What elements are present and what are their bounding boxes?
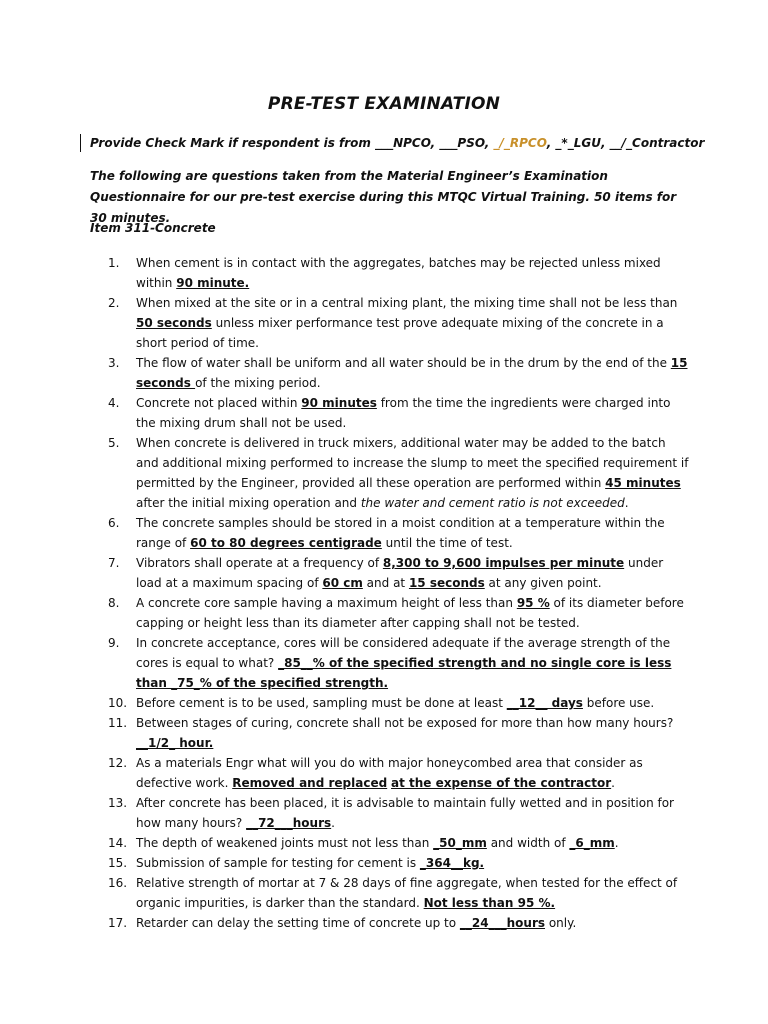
question-text: Between stages of curing, concrete shall not be exposed for more than how many hours? [136, 716, 674, 730]
question-number: 13. [108, 796, 128, 810]
intro-paragraph: The following are questions taken from the Material Engineer’s Examination Questionnaire for our pre-test exercise during this MTQC Virtual Training. 50 items for 30 minutes. [90, 169, 677, 225]
answer-text: __12__ days [506, 696, 583, 710]
question-number: 2. [108, 296, 120, 310]
answer-text: 60 to 80 degrees centigrade [190, 536, 382, 550]
question-item [108, 593, 690, 633]
respondent-check-line [90, 136, 730, 150]
rpco-mark: _/_RPCO [493, 136, 547, 150]
question-text: A concrete core sample having a maximum height of less than [136, 596, 517, 610]
question-item [108, 253, 690, 293]
page-title: PRE-TEST EXAMINATION [267, 94, 501, 114]
question-text: As a materials Engr what will you do with major honeycombed area that consider as defective work. [136, 756, 643, 790]
question-text: Retarder can delay the setting time of concrete up to [136, 916, 460, 930]
question-text: When cement is in contact with the aggregates, batches may be rejected unless mixed within [136, 256, 661, 290]
question-number: 11. [108, 716, 128, 730]
question-item [108, 753, 690, 793]
question-text: When mixed at the site or in a central mixing plant, the mixing time shall not be less than [136, 296, 678, 310]
question-text: The depth of weakened joints must not less than [136, 836, 434, 850]
section-heading: Item 311-Concrete [90, 221, 216, 235]
italic-text: the water and cement ratio is not exceeded [360, 496, 625, 510]
question-number: 5. [108, 436, 120, 450]
question-item [108, 553, 690, 593]
answer-text: __1/2_ hour. [136, 736, 214, 750]
question-number: 3. [108, 356, 120, 370]
question-item [108, 913, 690, 933]
question-text: When concrete is delivered in truck mixers, additional water may be added to the batch and additional mixing performed to increase the slump to meet the specified requirement if permitted by the Engineer, provided all these operation are performed within [136, 436, 689, 490]
question-text: Concrete not placed within [136, 396, 302, 410]
question-item [108, 793, 690, 833]
question-text: Vibrators shall operate at a frequency of [136, 556, 383, 570]
question-text: The flow of water shall be uniform and all water should be in the drum by the end of the [136, 356, 671, 370]
question-text: until the time of test. [381, 536, 513, 550]
question-number: 17. [108, 916, 128, 930]
question-item [108, 853, 690, 873]
answer-text: _85__% of the specified strength and no single core is less than _75_% of the specified strength. [136, 656, 672, 690]
question-number: 7. [108, 556, 120, 570]
question-text: after the initial mixing operation and [136, 496, 361, 510]
answer-text: 15 seconds [408, 576, 485, 590]
question-item [108, 633, 690, 693]
question-text: Submission of sample for testing for cement is [136, 856, 420, 870]
check-line-rest: , _*_LGU, __/_Contractor [546, 136, 705, 150]
question-text: . [331, 816, 335, 830]
question-number: 10. [108, 696, 128, 710]
answer-text: 8,300 to 9,600 impulses per minute [382, 556, 625, 570]
question-text: and at [362, 576, 409, 590]
answer-text: 90 minutes [301, 396, 377, 410]
question-item [108, 833, 690, 853]
question-number: 16. [108, 876, 128, 890]
answer-text: __24___hours [459, 916, 546, 930]
question-text: of the mixing period. [195, 376, 321, 390]
question-text: Relative strength of mortar at 7 & 28 days of fine aggregate, when tested for the effect of organic impurities, is darker than the standard. [136, 876, 678, 910]
question-text: and width of [486, 836, 570, 850]
question-number: 6. [108, 516, 120, 530]
question-text: Before cement is to be used, sampling must be done at least [136, 696, 507, 710]
question-item [108, 873, 690, 913]
question-item [108, 353, 690, 393]
answer-text: _6_mm [569, 836, 615, 850]
question-number: 4. [108, 396, 120, 410]
question-item [108, 713, 690, 753]
question-list [108, 253, 690, 933]
question-text: . [614, 836, 619, 850]
answer-text: _364__kg. [419, 856, 485, 870]
question-text: only. [545, 916, 577, 930]
question-text: . [624, 496, 629, 510]
answer-text: Not less than 95 %. [423, 896, 556, 910]
question-text: from the time the ingredients were charged into the mixing drum shall not be used. [136, 396, 671, 430]
answer-text: 90 minute. [176, 276, 250, 290]
question-text: before use. [582, 696, 655, 710]
question-item [108, 293, 690, 353]
answer-text: at the expense of the contractor [391, 776, 612, 790]
answer-text: 50 seconds [136, 316, 212, 330]
answer-text: 95 % [516, 596, 550, 610]
question-number: 1. [108, 256, 120, 270]
question-text: In concrete acceptance, cores will be considered adequate if the average strength of the cores is equal to what? [136, 636, 671, 670]
question-number: 14. [108, 836, 128, 850]
question-number: 8. [108, 596, 120, 610]
question-item [108, 393, 690, 433]
answer-text: _50_mm [433, 836, 487, 850]
answer-text: __72___hours [246, 816, 332, 830]
question-number: 15. [108, 856, 128, 870]
question-text: . [611, 776, 615, 790]
question-text: of its diameter before capping or height less than its diameter after capping shall not be tested. [136, 596, 684, 630]
question-text: unless mixer performance test prove adequate mixing of the concrete in a short period of time. [136, 316, 664, 350]
question-text: After concrete has been placed, it is advisable to maintain fully wetted and in position for how many hours? [136, 796, 674, 830]
text-cursor [80, 134, 81, 152]
question-number: 12. [108, 756, 128, 770]
question-text: The concrete samples should be stored in a moist condition at a temperature within the range of [136, 516, 665, 550]
question-item [108, 693, 690, 713]
answer-text: 60 cm [322, 576, 363, 590]
question-text: under load at a maximum spacing of [136, 556, 664, 590]
question-item [108, 513, 690, 553]
question-text: at any given point. [484, 576, 602, 590]
answer-text: Removed and replaced [232, 776, 388, 790]
question-number: 9. [108, 636, 120, 650]
answer-text: 45 minutes [605, 476, 681, 490]
answer-text: 15 seconds [136, 356, 688, 390]
check-line-text: Provide Check Mark if respondent is from ___NPCO, ___PSO, [90, 136, 494, 150]
question-item [108, 433, 690, 513]
